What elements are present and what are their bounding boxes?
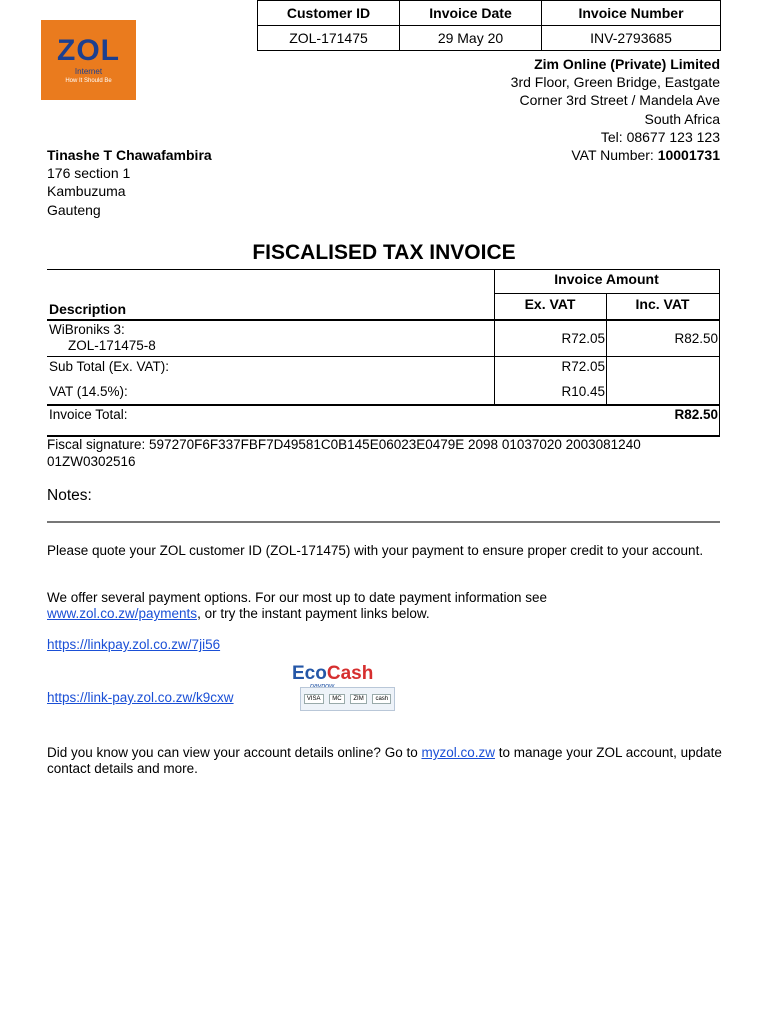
account-online-text: Did you know you can view your account details online? Go to bbox=[47, 745, 422, 760]
customer-address-block bbox=[47, 146, 212, 219]
fiscal-signature bbox=[47, 436, 727, 470]
inc-vat-header: Inc. VAT bbox=[635, 296, 690, 312]
ecocash-logo bbox=[292, 663, 373, 685]
item-inc-vat: R82.50 bbox=[674, 331, 718, 346]
notes-divider bbox=[47, 521, 720, 523]
myzol-link[interactable]: myzol.co.zw bbox=[421, 745, 495, 760]
group-header-rule bbox=[494, 293, 720, 294]
telecash-icon: cash bbox=[372, 694, 391, 704]
company-tel: Tel: 08677 123 123 bbox=[600, 128, 720, 145]
customer-address-line2: Kambuzuma bbox=[47, 183, 126, 200]
fiscal-signature-line2: 01ZW0302516 bbox=[47, 454, 136, 469]
vat-number-label: VAT Number: bbox=[571, 147, 658, 164]
ecocash-eco: Eco bbox=[292, 663, 327, 684]
vat-number-value: 10001731 bbox=[657, 147, 720, 164]
item-bottom-rule bbox=[47, 356, 720, 357]
company-country: South Africa bbox=[644, 110, 720, 127]
table-top-rule bbox=[47, 269, 720, 270]
subtotal-label: Sub Total (Ex. VAT): bbox=[49, 359, 170, 374]
account-online-note bbox=[47, 745, 727, 777]
company-address-block bbox=[511, 55, 720, 164]
notes-label: Notes: bbox=[47, 487, 92, 504]
payment-options-text: We offer several payment options. For our most up to date payment information see bbox=[47, 590, 548, 605]
customer-id-note: Please quote your ZOL customer ID (ZOL-171475) with your payment to ensure proper credit to your account. bbox=[47, 543, 704, 558]
invoice-date-header: Invoice Date bbox=[400, 1, 542, 26]
logo-tagline: How It Should Be bbox=[65, 78, 112, 84]
ecocash-paynow-badge[interactable] bbox=[292, 663, 396, 713]
fiscal-signature-line1: Fiscal signature: 597270F6F337FBF7D49581C0B145E06023E0479E 2098 01037020 2003081240 bbox=[47, 437, 641, 452]
instant-link-1-row bbox=[47, 637, 727, 653]
vat-label: VAT (14.5%): bbox=[49, 384, 128, 399]
customer-address-line1: 176 section 1 bbox=[47, 165, 131, 182]
zol-logo bbox=[41, 20, 136, 100]
customer-id-value: ZOL-171475 bbox=[258, 26, 400, 51]
logo-wordmark: ZOL bbox=[57, 34, 120, 67]
company-address-line1: 3rd Floor, Green Bridge, Eastgate bbox=[510, 74, 720, 91]
account-online-text-after: to manage your ZOL account, update contact details and more. bbox=[47, 745, 722, 776]
customer-id-header: Customer ID bbox=[258, 1, 400, 26]
invoice-total-label: Invoice Total: bbox=[49, 407, 128, 422]
item-name: WiBroniks 3: bbox=[49, 322, 125, 337]
invoice-header-table bbox=[257, 0, 721, 51]
ecocash-cash: Cash bbox=[326, 663, 374, 684]
invoice-amount-header: Invoice Amount bbox=[554, 271, 659, 287]
company-address-line2: Corner 3rd Street / Mandela Ave bbox=[519, 92, 720, 109]
company-name: Zim Online (Private) Limited bbox=[534, 56, 720, 72]
logo-subtitle: Internet bbox=[74, 67, 103, 76]
item-code: ZOL-171475-8 bbox=[68, 338, 156, 353]
payment-options-note bbox=[47, 590, 727, 622]
instant-payment-link-1[interactable]: https://linkpay.zol.co.zw/7ji56 bbox=[47, 637, 221, 652]
item-ex-vat: R72.05 bbox=[561, 331, 605, 346]
description-header: Description bbox=[49, 301, 127, 317]
page-title: FISCALISED TAX INVOICE bbox=[252, 241, 516, 264]
instant-payment-link-2[interactable]: https://link-pay.zol.co.zw/k9cxw bbox=[47, 690, 234, 705]
payments-page-link[interactable]: www.zol.co.zw/payments bbox=[47, 606, 198, 621]
header-bottom-rule bbox=[47, 319, 720, 321]
invoice-number-header: Invoice Number bbox=[542, 1, 721, 26]
zimswitch-icon: ZIM bbox=[350, 694, 366, 704]
invoice-number-value: INV-2793685 bbox=[542, 26, 721, 51]
payment-cards-strip bbox=[300, 687, 395, 711]
payment-options-text-after: , or try the instant payment links below. bbox=[197, 606, 430, 621]
subtotal-bottom-rule bbox=[47, 404, 720, 406]
ex-vat-header: Ex. VAT bbox=[524, 296, 576, 312]
invoice-total-value: R82.50 bbox=[674, 407, 718, 422]
table-right-border bbox=[719, 269, 720, 437]
subtotal-value: R72.05 bbox=[561, 359, 605, 374]
company-vat bbox=[511, 146, 720, 164]
visa-icon: VISA bbox=[304, 694, 324, 704]
vat-value: R10.45 bbox=[561, 384, 605, 399]
invoice-date-value: 29 May 20 bbox=[400, 26, 542, 51]
mastercard-icon: MC bbox=[329, 694, 344, 704]
customer-address-line3: Gauteng bbox=[47, 201, 101, 218]
instant-link-2-row bbox=[47, 690, 287, 706]
customer-name: Tinashe T Chawafambira bbox=[47, 147, 212, 163]
